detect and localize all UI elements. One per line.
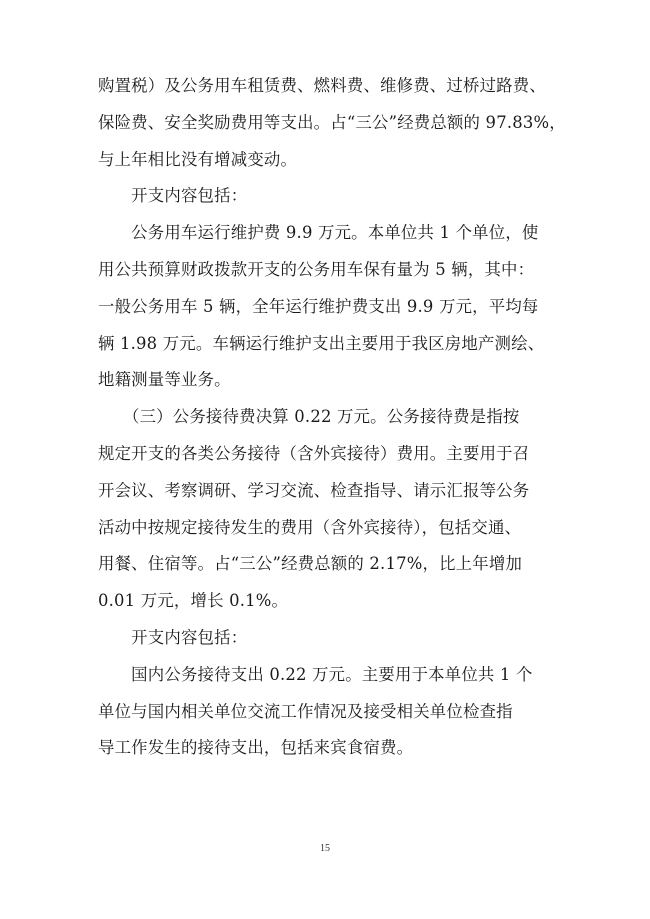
- text-line: 国内公务接待支出 0.22 万元。主要用于本单位共 1 个: [98, 664, 533, 684]
- text-line: 地籍测量等业务。: [98, 370, 231, 390]
- text-line: 用餐、住宿等。占“三公”经费总额的 2.17%，比上年增加: [98, 554, 523, 574]
- text-line: （三）公务接待费决算 0.22 万元。公务接待费是指按: [98, 407, 520, 427]
- text-line: 开支内容包括：: [98, 627, 248, 647]
- text-line: 保险费、安全奖励费用等支出。占“三公”经费总额的 97.83%，: [98, 112, 566, 132]
- text-line: 开会议、考察调研、学习交流、检查指导、请示汇报等公务: [98, 480, 530, 500]
- text-line: 辆 1.98 万元。车辆运行维护支出主要用于我区房地产测绘、: [98, 333, 545, 353]
- text-line: 一般公务用车 5 辆，全年运行维护费支出 9.9 万元，平均每: [98, 296, 539, 316]
- text-line: 开支内容包括：: [98, 186, 248, 206]
- text-line: 0.01 万元，增长 0.1%。: [98, 591, 289, 611]
- text-line: 规定开支的各类公务接待（含外宾接待）费用。主要用于召: [98, 443, 530, 463]
- text-line: 购置税）及公务用车租赁费、燃料费、维修费、过桥过路费、: [98, 76, 546, 95]
- text-line: 单位与国内相关单位交流工作情况及接受相关单位检查指: [98, 701, 513, 721]
- body-text: [98, 68, 578, 767]
- text-line: 活动中按规定接待发生的费用（含外宾接待），包括交通、: [98, 517, 522, 537]
- text-line: 用公共预算财政拨款开支的公务用车保有量为 5 辆，其中：: [98, 259, 535, 279]
- page-number: 15: [320, 843, 330, 854]
- text-line: 与上年相比没有增减变动。: [98, 149, 298, 169]
- text-line: 导工作发生的接待支出，包括来宾食宿费。: [98, 738, 414, 758]
- text-line: 公务用车运行维护费 9.9 万元。本单位共 1 个单位，使: [98, 223, 539, 243]
